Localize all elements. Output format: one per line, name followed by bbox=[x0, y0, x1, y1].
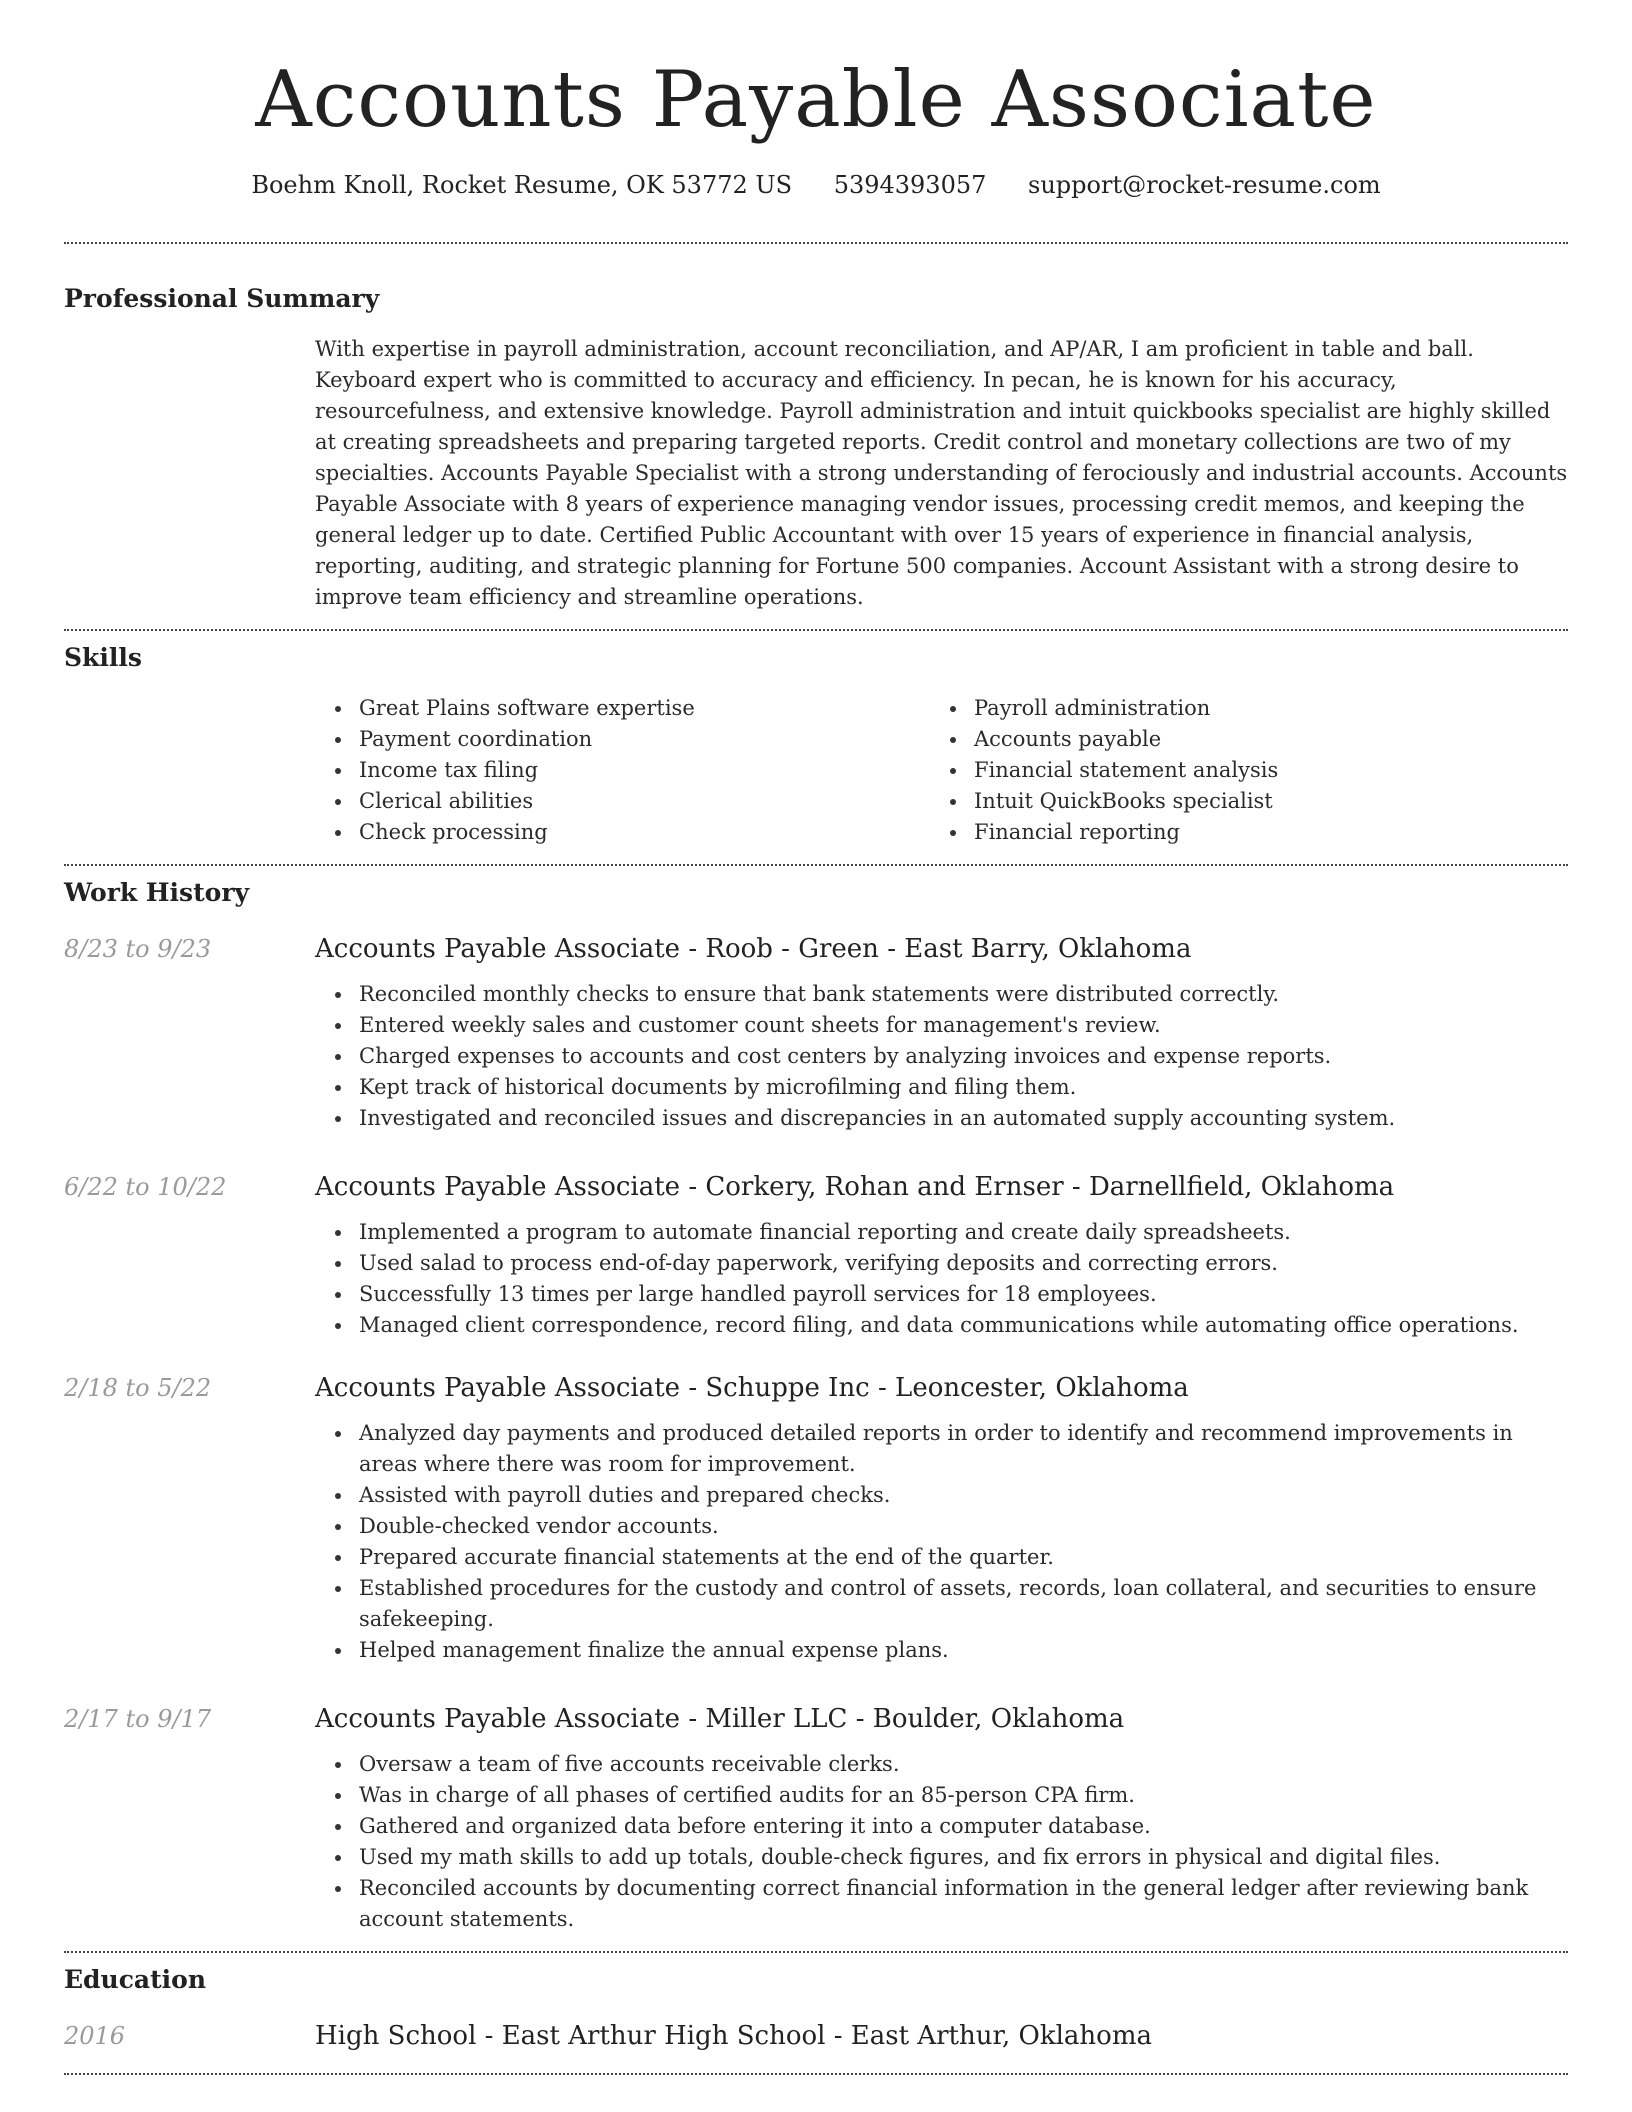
job-entry bbox=[64, 932, 1568, 1134]
job-dates: 6/22 to 10/22 bbox=[64, 1173, 227, 1201]
skill-item: Payroll administration bbox=[974, 693, 1490, 724]
job-bullet: Was in charge of all phases of certified audits for an 85-person CPA firm. bbox=[359, 1780, 1568, 1811]
job-bullets bbox=[315, 1217, 1568, 1341]
skill-item: Financial statement analysis bbox=[974, 755, 1490, 786]
education-entry bbox=[64, 2019, 1568, 2053]
skill-item: Income tax filing bbox=[359, 755, 930, 786]
skills-section bbox=[64, 631, 1568, 848]
job-bullet: Successfully 13 times per large handled payroll services for 18 employees. bbox=[359, 1279, 1568, 1310]
skill-item: Intuit QuickBooks specialist bbox=[974, 786, 1490, 817]
summary-text: With expertise in payroll administration, account reconciliation, and AP/AR, I am proficient in table and ball. Keyboard expert who is committed to accuracy and efficiency. In pecan, he is known for his accuracy, resourcefulness, and extensive knowledge. Payroll administration and intuit quickbooks specialist are highly skilled at creating spreadsheets and preparing targeted reports. Credit control and monetary collections are two of my specialties. Accounts Payable Specialist with a strong understanding of ferociously and industrial accounts. Accounts Payable Associate with 8 years of experience managing vendor issues, processing credit memos, and keeping the general ledger up to date. Certified Public Accountant with over 15 years of experience in financial analysis, reporting, auditing, and strategic planning for Fortune 500 companies. Account Assistant with a strong desire to improve team efficiency and streamline operations. bbox=[315, 337, 1568, 609]
section-title-skills: Skills bbox=[64, 643, 142, 672]
job-bullet: Helped management finalize the annual expense plans. bbox=[359, 1635, 1568, 1666]
education-section bbox=[64, 1953, 1568, 2053]
job-bullet: Established procedures for the custody and control of assets, records, loan collateral, and securities to ensure safekeeping. bbox=[359, 1573, 1568, 1635]
section-title-work: Work History bbox=[64, 878, 250, 907]
skills-list-right bbox=[930, 693, 1490, 848]
contact-email: support@rocket-resume.com bbox=[1028, 171, 1381, 199]
job-bullet: Investigated and reconciled issues and discrepancies in an automated supply accounting system. bbox=[359, 1103, 1568, 1134]
job-heading: Accounts Payable Associate - Roob - Green - East Barry, Oklahoma bbox=[315, 934, 1192, 964]
job-heading: Accounts Payable Associate - Corkery, Rohan and Ernser - Darnellfield, Oklahoma bbox=[315, 1172, 1395, 1202]
skill-item: Clerical abilities bbox=[359, 786, 930, 817]
contact-phone: 5394393057 bbox=[833, 171, 987, 199]
education-heading: High School - East Arthur High School - East Arthur, Oklahoma bbox=[315, 2021, 1152, 2051]
skill-item: Payment coordination bbox=[359, 724, 930, 755]
job-bullet: Double-checked vendor accounts. bbox=[359, 1511, 1568, 1542]
job-bullets bbox=[315, 1418, 1568, 1666]
resume-title: Accounts Payable Associate bbox=[255, 55, 1377, 145]
job-bullet: Used salad to process end-of-day paperwork, verifying deposits and correcting errors. bbox=[359, 1248, 1568, 1279]
job-bullet: Kept track of historical documents by microfilming and filing them. bbox=[359, 1072, 1568, 1103]
job-heading: Accounts Payable Associate - Schuppe Inc - Leoncester, Oklahoma bbox=[315, 1373, 1189, 1403]
contact-line bbox=[64, 168, 1568, 202]
work-section bbox=[64, 866, 1568, 1935]
job-bullet: Entered weekly sales and customer count sheets for management's review. bbox=[359, 1010, 1568, 1041]
skill-item: Accounts payable bbox=[974, 724, 1490, 755]
job-entry bbox=[64, 1371, 1568, 1666]
job-bullet: Gathered and organized data before entering it into a computer database. bbox=[359, 1811, 1568, 1842]
job-bullet: Analyzed day payments and produced detailed reports in order to identify and recommend improvements in areas where there was room for improvement. bbox=[359, 1418, 1568, 1480]
skill-item: Great Plains software expertise bbox=[359, 693, 930, 724]
section-title-education: Education bbox=[64, 1965, 207, 1994]
skill-item: Check processing bbox=[359, 817, 930, 848]
job-bullet: Prepared accurate financial statements at the end of the quarter. bbox=[359, 1542, 1568, 1573]
job-bullet: Charged expenses to accounts and cost centers by analyzing invoices and expense reports. bbox=[359, 1041, 1568, 1072]
job-bullet: Managed client correspondence, record filing, and data communications while automating office operations. bbox=[359, 1310, 1568, 1341]
job-entry bbox=[64, 1170, 1568, 1341]
section-title-summary: Professional Summary bbox=[64, 284, 380, 313]
job-bullets bbox=[315, 979, 1568, 1134]
divider bbox=[64, 2073, 1568, 2075]
job-bullets bbox=[315, 1749, 1568, 1935]
job-bullet: Implemented a program to automate financial reporting and create daily spreadsheets. bbox=[359, 1217, 1568, 1248]
education-year: 2016 bbox=[64, 2022, 126, 2050]
job-dates: 2/17 to 9/17 bbox=[64, 1705, 212, 1733]
summary-section bbox=[64, 244, 1568, 613]
job-dates: 8/23 to 9/23 bbox=[64, 935, 212, 963]
job-bullet: Reconciled accounts by documenting correct financial information in the general ledger after reviewing bank account statements. bbox=[359, 1873, 1568, 1935]
job-bullet: Assisted with payroll duties and prepared checks. bbox=[359, 1480, 1568, 1511]
skills-list-left bbox=[315, 693, 930, 848]
job-heading: Accounts Payable Associate - Miller LLC - Boulder, Oklahoma bbox=[315, 1704, 1125, 1734]
job-entry bbox=[64, 1702, 1568, 1935]
skill-item: Financial reporting bbox=[974, 817, 1490, 848]
job-bullet: Used my math skills to add up totals, double-check figures, and fix errors in physical and digital files. bbox=[359, 1842, 1568, 1873]
contact-address: Boehm Knoll, Rocket Resume, OK 53772 US bbox=[251, 171, 793, 199]
job-bullet: Reconciled monthly checks to ensure that bank statements were distributed correctly. bbox=[359, 979, 1568, 1010]
job-dates: 2/18 to 5/22 bbox=[64, 1374, 212, 1402]
job-bullet: Oversaw a team of five accounts receivable clerks. bbox=[359, 1749, 1568, 1780]
